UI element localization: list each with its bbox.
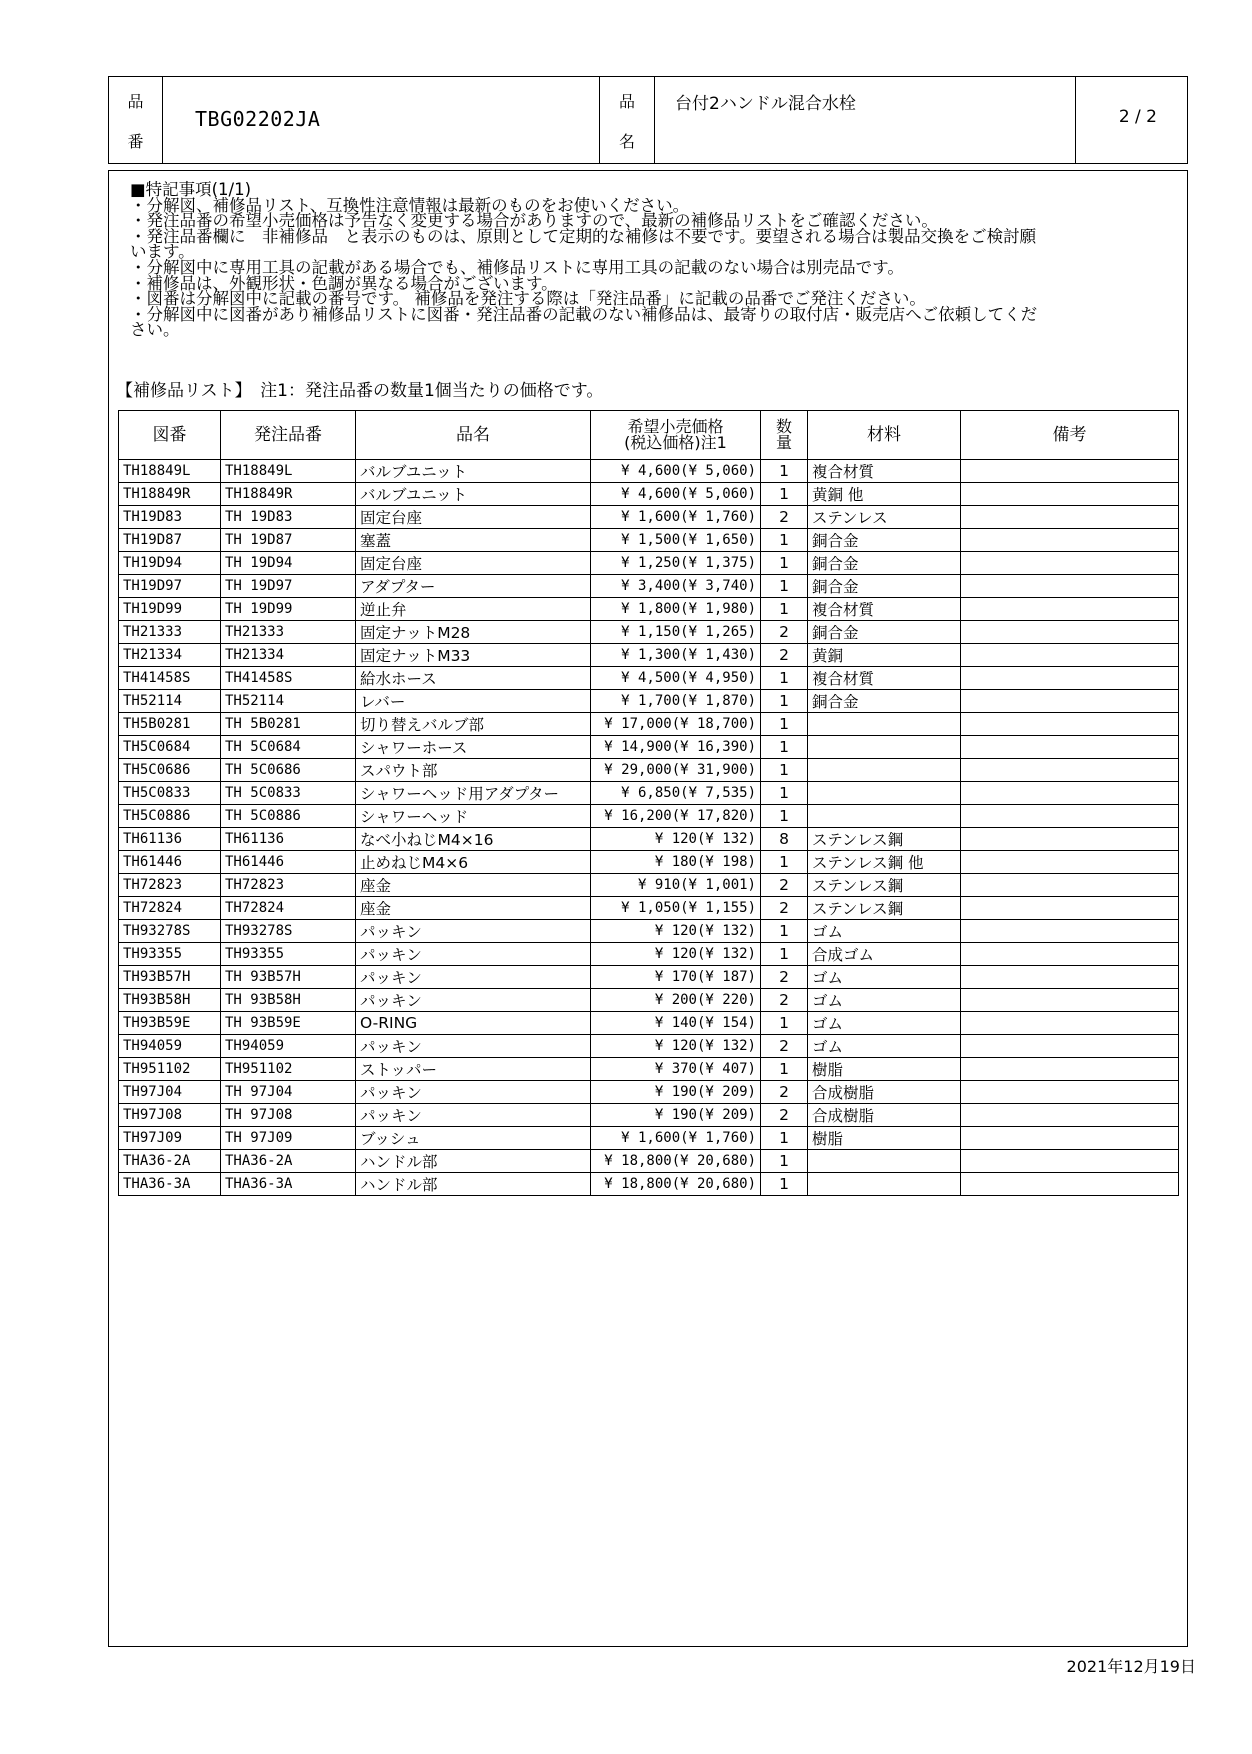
cell-price: ¥ 1,150(¥ 1,265) [591,621,761,644]
page-number: 2 / 2 [1118,107,1157,127]
cell-material [808,782,961,805]
cell-price: ¥ 14,900(¥ 16,390) [591,736,761,759]
cell-fig-no: TH5C0686 [119,759,221,782]
cell-fig-no: TH72823 [119,874,221,897]
cell-price: ¥ 140(¥ 154) [591,1012,761,1035]
cell-qty: 2 [761,897,808,920]
cell-order-no: TH18849R [221,483,356,506]
cell-remarks [961,897,1179,920]
cell-name: 固定ナットM28 [356,621,591,644]
cell-remarks [961,874,1179,897]
cell-name: パッキン [356,1035,591,1058]
cell-remarks [961,1035,1179,1058]
notes-line: ・分解図、補修品リスト、互換性注意情報は最新のものをお使いください。 [130,195,690,215]
cell-name: O-RING [356,1012,591,1035]
cell-qty: 2 [761,506,808,529]
table-row [119,805,1179,828]
cell-material [808,1173,961,1196]
cell-fig-no: TH61446 [119,851,221,874]
table-row [119,1058,1179,1081]
cell-remarks [961,1150,1179,1173]
cell-price: ¥ 16,200(¥ 17,820) [591,805,761,828]
cell-remarks [961,1058,1179,1081]
table-row [119,621,1179,644]
header-price [591,411,761,460]
cell-order-no: TH 19D97 [221,575,356,598]
cell-order-no: TH 97J04 [221,1081,356,1104]
cell-order-no: TH18849L [221,460,356,483]
cell-remarks [961,828,1179,851]
table-row [119,483,1179,506]
cell-qty: 1 [761,943,808,966]
cell-order-no: TH94059 [221,1035,356,1058]
notes-line: ・分解図中に専用工具の記載がある場合でも、補修品リストに専用工具の記載のない場合は別売品です。 [130,257,904,277]
cell-price: ¥ 1,500(¥ 1,650) [591,529,761,552]
parts-list-title: 【補修品リスト】 注1：発注品番の数量1個当たりの価格です。 [116,381,604,401]
cell-remarks [961,805,1179,828]
cell-name: スパウト部 [356,759,591,782]
name-label-bottom: 名 [618,132,635,151]
cell-remarks [961,1127,1179,1150]
cell-fig-no: TH951102 [119,1058,221,1081]
cell-fig-no: TH19D83 [119,506,221,529]
cell-price: ¥ 190(¥ 209) [591,1081,761,1104]
header-material: 材料 [808,411,961,460]
cell-name: 塞蓋 [356,529,591,552]
cell-material [808,805,961,828]
parts-table [118,410,1179,1196]
cell-name: アダプター [356,575,591,598]
notes-line: ・図番は分解図中に記載の番号です。 補修品を発注する際は「発注品番」に記載の品番でご発注ください。 [130,289,926,309]
document-header [108,76,1188,164]
cell-material: 複合材質 [808,667,961,690]
cell-material: ゴム [808,920,961,943]
header-remarks: 備考 [961,411,1179,460]
cell-fig-no: TH5C0684 [119,736,221,759]
table-row [119,1081,1179,1104]
notes-line: ・発注品番の希望小売価格は予告なく変更する場合がありますので、最新の補修品リストをご確認ください。 [130,211,938,231]
cell-fig-no: TH93278S [119,920,221,943]
cell-qty: 1 [761,851,808,874]
cell-material: 合成樹脂 [808,1104,961,1127]
cell-material: ゴム [808,1035,961,1058]
cell-material: 樹脂 [808,1127,961,1150]
header-order-no: 発注品番 [221,411,356,460]
cell-name: 座金 [356,897,591,920]
cell-price: ¥ 910(¥ 1,001) [591,874,761,897]
cell-material: 樹脂 [808,1058,961,1081]
header-qty-line1: 数 [775,417,792,436]
cell-name: ハンドル部 [356,1150,591,1173]
header-name: 品名 [356,411,591,460]
table-row [119,828,1179,851]
cell-qty: 1 [761,1173,808,1196]
table-row [119,943,1179,966]
cell-material: ゴム [808,966,961,989]
cell-order-no: THA36-3A [221,1173,356,1196]
cell-price: ¥ 1,600(¥ 1,760) [591,1127,761,1150]
cell-order-no: TH 5C0686 [221,759,356,782]
notes-line: ・分解図中に図番があり補修品リストに図番・発注品番の記載のない補修品は、最寄りの取付店・販売店へご依頼してくだ [130,304,1038,324]
cell-qty: 1 [761,805,808,828]
notes-lines [130,195,1180,340]
table-row [119,1035,1179,1058]
cell-qty: 2 [761,874,808,897]
cell-fig-no: TH21333 [119,621,221,644]
cell-fig-no: TH61136 [119,828,221,851]
cell-name: バルブユニット [356,460,591,483]
cell-remarks [961,1012,1179,1035]
notes-line: さい。 [130,320,180,340]
cell-remarks [961,483,1179,506]
cell-qty: 2 [761,966,808,989]
name-label-top: 品 [618,92,635,111]
cell-fig-no: TH93B58H [119,989,221,1012]
cell-order-no: TH 19D94 [221,552,356,575]
cell-order-no: TH61446 [221,851,356,874]
cell-remarks [961,598,1179,621]
cell-remarks [961,713,1179,736]
cell-name: パッキン [356,989,591,1012]
cell-qty: 1 [761,713,808,736]
header-qty-line2: 量 [775,433,792,452]
table-row [119,1012,1179,1035]
cell-remarks [961,506,1179,529]
table-row [119,644,1179,667]
cell-fig-no: TH18849R [119,483,221,506]
cell-price: ¥ 1,600(¥ 1,760) [591,506,761,529]
cell-fig-no: TH97J08 [119,1104,221,1127]
cell-remarks [961,1081,1179,1104]
issue-date: 2021年12月19日 [1066,1657,1196,1676]
cell-price: ¥ 120(¥ 132) [591,943,761,966]
cell-price: ¥ 4,600(¥ 5,060) [591,460,761,483]
header-qty [761,411,808,460]
table-row [119,851,1179,874]
cell-price: ¥ 120(¥ 132) [591,1035,761,1058]
cell-order-no: TH93278S [221,920,356,943]
cell-material: 合成ゴム [808,943,961,966]
cell-qty: 1 [761,736,808,759]
table-row [119,1173,1179,1196]
cell-price: ¥ 120(¥ 132) [591,920,761,943]
cell-material: 銅合金 [808,529,961,552]
product-name: 台付2ハンドル混合水栓 [675,94,856,114]
cell-fig-no: TH94059 [119,1035,221,1058]
cell-fig-no: THA36-3A [119,1173,221,1196]
cell-fig-no: TH21334 [119,644,221,667]
table-header-row [119,411,1179,460]
cell-order-no: TH 93B57H [221,966,356,989]
cell-material: 合成樹脂 [808,1081,961,1104]
cell-remarks [961,943,1179,966]
cell-material [808,713,961,736]
table-row [119,920,1179,943]
cell-name: 止めねじM4×6 [356,851,591,874]
cell-qty: 1 [761,529,808,552]
table-row [119,713,1179,736]
cell-fig-no: TH19D94 [119,552,221,575]
cell-name: シャワーヘッド用アダプター [356,782,591,805]
cell-remarks [961,989,1179,1012]
part-label-bottom: 番 [127,132,144,151]
header-price-line1: 希望小売価格 [627,417,724,436]
cell-qty: 2 [761,644,808,667]
cell-qty: 1 [761,575,808,598]
cell-name: 固定ナットM33 [356,644,591,667]
cell-remarks [961,575,1179,598]
cell-name: 切り替えバルブ部 [356,713,591,736]
cell-material: 銅合金 [808,621,961,644]
cell-name: パッキン [356,1081,591,1104]
cell-name: 給水ホース [356,667,591,690]
cell-remarks [961,529,1179,552]
cell-qty: 1 [761,483,808,506]
table-row [119,598,1179,621]
header-fig-no: 図番 [119,411,221,460]
cell-order-no: TH41458S [221,667,356,690]
cell-name: 固定台座 [356,506,591,529]
cell-material: 複合材質 [808,598,961,621]
cell-qty: 2 [761,1081,808,1104]
cell-name: ハンドル部 [356,1173,591,1196]
cell-name: パッキン [356,1104,591,1127]
cell-remarks [961,736,1179,759]
cell-fig-no: TH19D99 [119,598,221,621]
cell-price: ¥ 370(¥ 407) [591,1058,761,1081]
table-row [119,506,1179,529]
cell-price: ¥ 190(¥ 209) [591,1104,761,1127]
table-row [119,667,1179,690]
cell-order-no: TH52114 [221,690,356,713]
cell-material: ステンレス鋼 [808,897,961,920]
cell-name: なべ小ねじM4×16 [356,828,591,851]
cell-order-no: TH 97J09 [221,1127,356,1150]
cell-fig-no: TH52114 [119,690,221,713]
cell-remarks [961,552,1179,575]
cell-name: シャワーヘッド [356,805,591,828]
table-row [119,1150,1179,1173]
cell-price: ¥ 120(¥ 132) [591,828,761,851]
notes-line: ・補修品は、外観形状・色調が異なる場合がございます。 [130,273,558,293]
cell-order-no: TH 5B0281 [221,713,356,736]
cell-qty: 1 [761,782,808,805]
cell-qty: 2 [761,1104,808,1127]
cell-qty: 2 [761,621,808,644]
cell-remarks [961,667,1179,690]
cell-qty: 1 [761,1058,808,1081]
cell-remarks [961,1104,1179,1127]
cell-remarks [961,1173,1179,1196]
table-row [119,874,1179,897]
part-number-cell [163,77,600,163]
cell-order-no: TH 5C0886 [221,805,356,828]
cell-remarks [961,621,1179,644]
cell-material: ステンレス鋼 [808,828,961,851]
page-number-cell [1076,77,1187,163]
cell-order-no: TH61136 [221,828,356,851]
cell-remarks [961,460,1179,483]
cell-material: 黄銅 他 [808,483,961,506]
cell-name: パッキン [356,966,591,989]
cell-name: 固定台座 [356,552,591,575]
notes-line: います。 [130,242,195,262]
cell-name: シャワーホース [356,736,591,759]
cell-material [808,1150,961,1173]
cell-material: ステンレス鋼 [808,874,961,897]
cell-order-no: TH 5C0833 [221,782,356,805]
cell-name: ブッシュ [356,1127,591,1150]
cell-price: ¥ 18,800(¥ 20,680) [591,1173,761,1196]
part-label-top: 品 [127,92,144,111]
cell-order-no: TH951102 [221,1058,356,1081]
product-name-cell [655,77,1076,163]
cell-fig-no: TH5B0281 [119,713,221,736]
cell-order-no: TH 19D83 [221,506,356,529]
parts-table-body [119,460,1179,1196]
cell-price: ¥ 1,700(¥ 1,870) [591,690,761,713]
cell-qty: 8 [761,828,808,851]
cell-material: ステンレス [808,506,961,529]
cell-qty: 1 [761,920,808,943]
table-row [119,552,1179,575]
cell-price: ¥ 1,300(¥ 1,430) [591,644,761,667]
cell-material: 銅合金 [808,690,961,713]
cell-price: ¥ 170(¥ 187) [591,966,761,989]
notes-line: ・発注品番欄に 非補修品 と表示のものは、原則として定期的な補修は不要です。要望される場合は製品交換をご検討願 [130,226,1037,246]
cell-order-no: TH 93B58H [221,989,356,1012]
cell-order-no: TH 19D87 [221,529,356,552]
cell-price: ¥ 6,850(¥ 7,535) [591,782,761,805]
cell-qty: 1 [761,1012,808,1035]
cell-fig-no: TH19D87 [119,529,221,552]
cell-order-no: TH93355 [221,943,356,966]
cell-qty: 1 [761,759,808,782]
cell-name: パッキン [356,943,591,966]
cell-order-no: TH21334 [221,644,356,667]
table-row [119,690,1179,713]
table-row [119,460,1179,483]
cell-remarks [961,966,1179,989]
table-row [119,736,1179,759]
cell-qty: 1 [761,1127,808,1150]
cell-fig-no: TH93B57H [119,966,221,989]
cell-price: ¥ 3,400(¥ 3,740) [591,575,761,598]
cell-material: ゴム [808,989,961,1012]
cell-price: ¥ 4,600(¥ 5,060) [591,483,761,506]
cell-qty: 2 [761,1035,808,1058]
cell-order-no: TH 19D99 [221,598,356,621]
cell-qty: 1 [761,552,808,575]
cell-fig-no: TH18849L [119,460,221,483]
cell-remarks [961,690,1179,713]
table-row [119,782,1179,805]
cell-fig-no: TH97J04 [119,1081,221,1104]
notes-title: ■特記事項(1/1) [130,180,252,199]
cell-fig-no: TH72824 [119,897,221,920]
cell-fig-no: TH5C0886 [119,805,221,828]
cell-name: バルブユニット [356,483,591,506]
cell-price: ¥ 17,000(¥ 18,700) [591,713,761,736]
cell-qty: 1 [761,460,808,483]
cell-fig-no: TH5C0833 [119,782,221,805]
cell-fig-no: TH97J09 [119,1127,221,1150]
cell-price: ¥ 18,800(¥ 20,680) [591,1150,761,1173]
cell-material: 銅合金 [808,575,961,598]
cell-price: ¥ 1,800(¥ 1,980) [591,598,761,621]
table-row [119,1104,1179,1127]
cell-price: ¥ 1,250(¥ 1,375) [591,552,761,575]
cell-material [808,759,961,782]
cell-price: ¥ 29,000(¥ 31,900) [591,759,761,782]
cell-material: 黄銅 [808,644,961,667]
cell-remarks [961,644,1179,667]
cell-price: ¥ 180(¥ 198) [591,851,761,874]
cell-material: ゴム [808,1012,961,1035]
cell-remarks [961,851,1179,874]
cell-price: ¥ 4,500(¥ 4,950) [591,667,761,690]
cell-order-no: TH72824 [221,897,356,920]
cell-material: 複合材質 [808,460,961,483]
special-notes [130,182,1180,338]
cell-qty: 1 [761,1150,808,1173]
table-row [119,575,1179,598]
cell-price: ¥ 200(¥ 220) [591,989,761,1012]
part-number-label-cell [109,77,163,163]
table-row [119,1127,1179,1150]
cell-order-no: TH21333 [221,621,356,644]
cell-remarks [961,759,1179,782]
cell-fig-no: TH41458S [119,667,221,690]
cell-name: ストッパー [356,1058,591,1081]
table-row [119,529,1179,552]
cell-fig-no: TH93355 [119,943,221,966]
cell-order-no: TH 93B59E [221,1012,356,1035]
part-number: TBG02202JA [195,107,321,131]
cell-remarks [961,920,1179,943]
table-row [119,759,1179,782]
cell-name: 逆止弁 [356,598,591,621]
cell-fig-no: THA36-2A [119,1150,221,1173]
cell-name: パッキン [356,920,591,943]
cell-order-no: TH 97J08 [221,1104,356,1127]
cell-qty: 1 [761,598,808,621]
header-price-line2: (税込価格)注1 [624,433,727,452]
cell-material: ステンレス鋼 他 [808,851,961,874]
cell-name: レバー [356,690,591,713]
cell-fig-no: TH93B59E [119,1012,221,1035]
cell-material: 銅合金 [808,552,961,575]
cell-qty: 2 [761,989,808,1012]
cell-fig-no: TH19D97 [119,575,221,598]
cell-remarks [961,782,1179,805]
cell-qty: 1 [761,690,808,713]
product-name-label-cell [600,77,655,163]
cell-material [808,736,961,759]
cell-name: 座金 [356,874,591,897]
cell-order-no: TH 5C0684 [221,736,356,759]
table-row [119,897,1179,920]
cell-order-no: THA36-2A [221,1150,356,1173]
cell-price: ¥ 1,050(¥ 1,155) [591,897,761,920]
table-row [119,989,1179,1012]
table-row [119,966,1179,989]
cell-qty: 1 [761,667,808,690]
cell-order-no: TH72823 [221,874,356,897]
